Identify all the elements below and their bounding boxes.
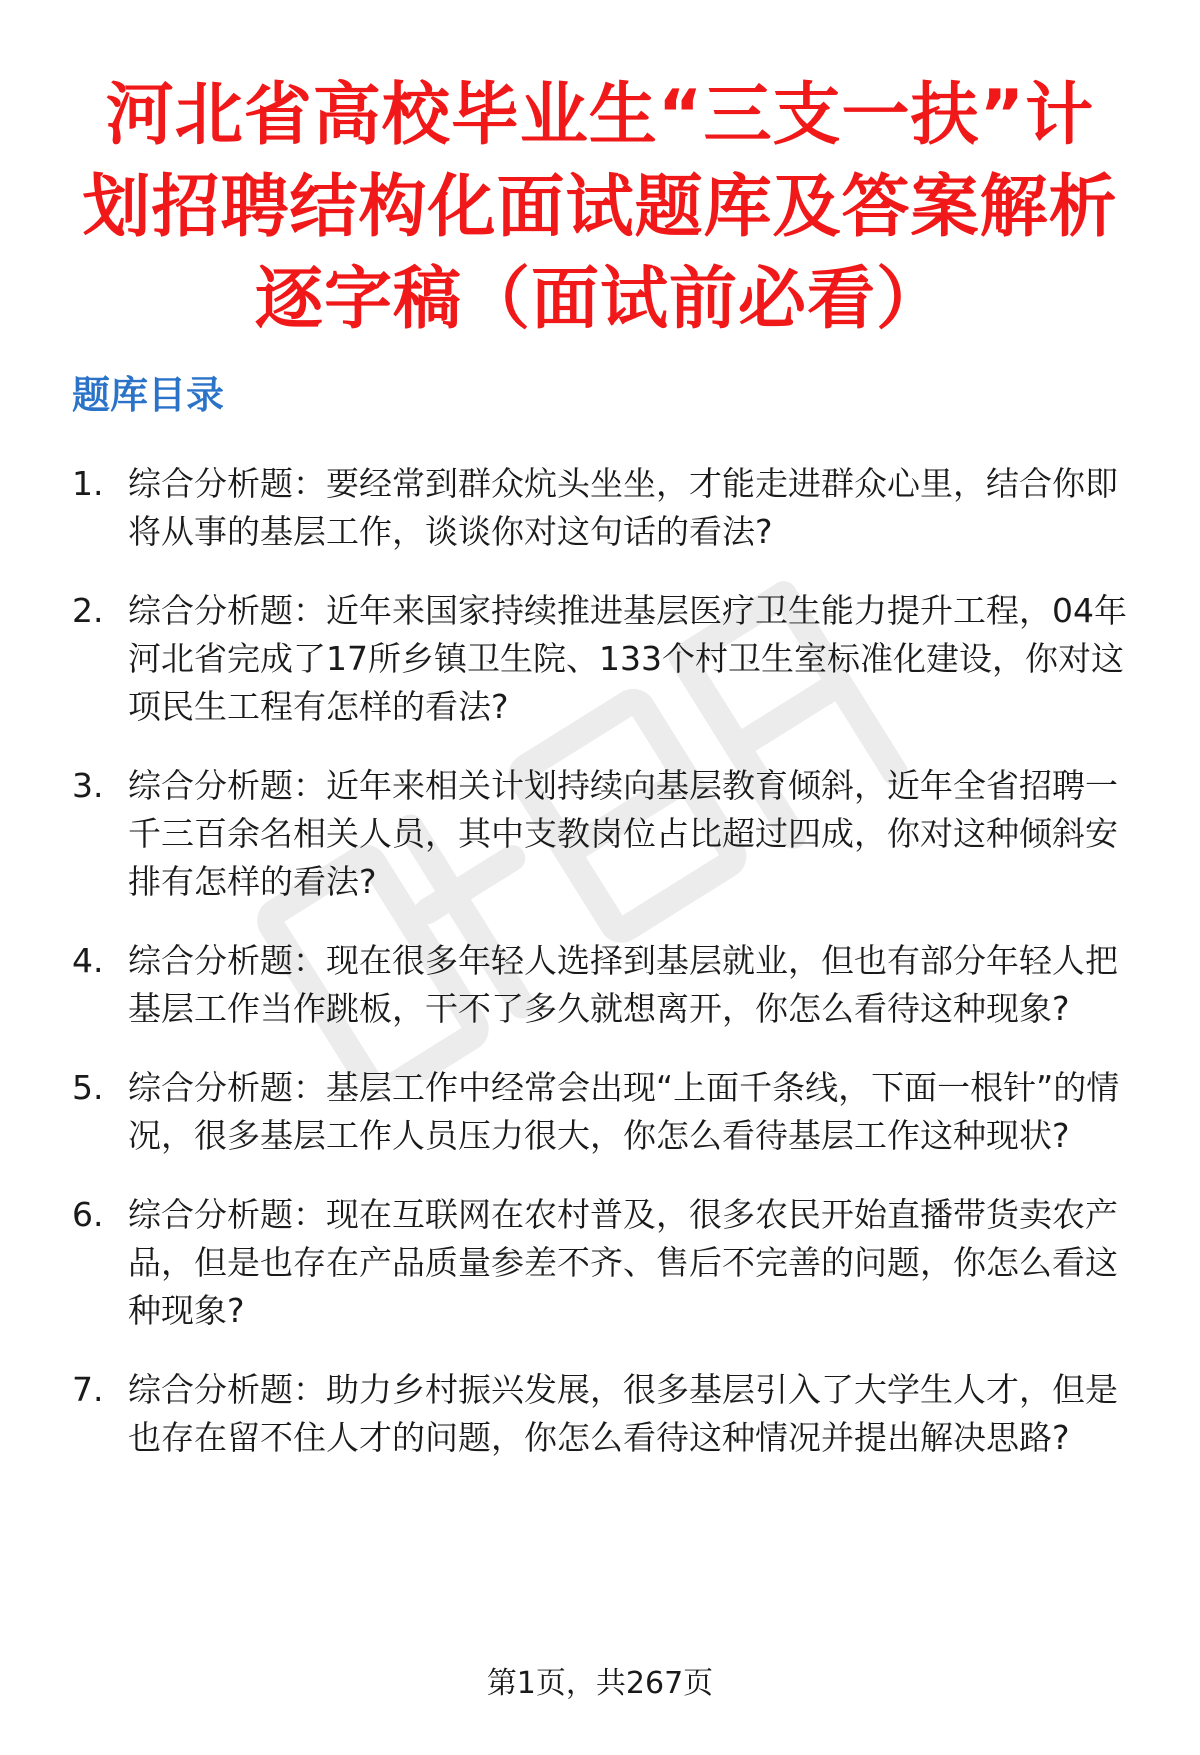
- question-item-6: [72, 1191, 1142, 1335]
- question-text: 综合分析题：近年来相关计划持续向基层教育倾斜，近年全省招聘一千三百余名相关人员，其中支教岗位占比超过四成，你对这种倾斜安排有怎样的看法?: [128, 766, 1118, 901]
- question-text: 综合分析题：现在互联网在农村普及，很多农民开始直播带货卖农产品，但是也存在产品质量参差不齐、售后不完善的问题，你怎么看这种现象?: [128, 1195, 1118, 1330]
- question-text: 综合分析题：近年来国家持续推进基层医疗卫生能力提升工程，04年河北省完成了17所乡镇卫生院、133个村卫生室标准化建设，你对这项民生工程有怎样的看法?: [128, 591, 1127, 726]
- question-text: 综合分析题：现在很多年轻人选择到基层就业，但也有部分年轻人把基层工作当作跳板，干不了多久就想离开，你怎么看待这种现象?: [128, 941, 1118, 1028]
- question-item-5: [72, 1064, 1142, 1160]
- page-number: 第1页，共267页: [486, 1666, 714, 1701]
- toc-heading: 题库目录: [72, 373, 225, 417]
- question-item-2: [72, 587, 1142, 731]
- title-line-2: 划招聘结构化面试题库及答案解析: [82, 168, 1118, 247]
- question-item-7: [72, 1366, 1142, 1462]
- question-item-1: [72, 460, 1142, 556]
- question-item-4: [72, 937, 1142, 1033]
- question-text: 综合分析题：助力乡村振兴发展，很多基层引入了大学生人才，但是也存在留不住人才的问题，你怎么看待这种情况并提出解决思路?: [128, 1370, 1118, 1457]
- document-title: [60, 70, 1140, 346]
- question-number: 4.: [72, 941, 104, 980]
- question-number: 6.: [72, 1195, 104, 1234]
- question-number: 3.: [72, 766, 104, 805]
- title-line-3: 逐字稿（面试前必看）: [254, 260, 945, 339]
- question-number: 7.: [72, 1370, 104, 1409]
- title-line-1: 河北省高校毕业生“三支一扶”计: [105, 76, 1095, 155]
- question-number: 2.: [72, 591, 104, 630]
- question-list: [72, 460, 1142, 1493]
- question-number: 5.: [72, 1068, 104, 1107]
- question-text: 综合分析题：要经常到群众炕头坐坐，才能走进群众心里，结合你即将从事的基层工作，谈谈你对这句话的看法?: [128, 464, 1118, 551]
- question-item-3: [72, 762, 1142, 906]
- question-number: 1.: [72, 464, 104, 503]
- question-text: 综合分析题：基层工作中经常会出现“上面千条线，下面一根针”的情况，很多基层工作人员压力很大，你怎么看待基层工作这种现状?: [128, 1068, 1120, 1155]
